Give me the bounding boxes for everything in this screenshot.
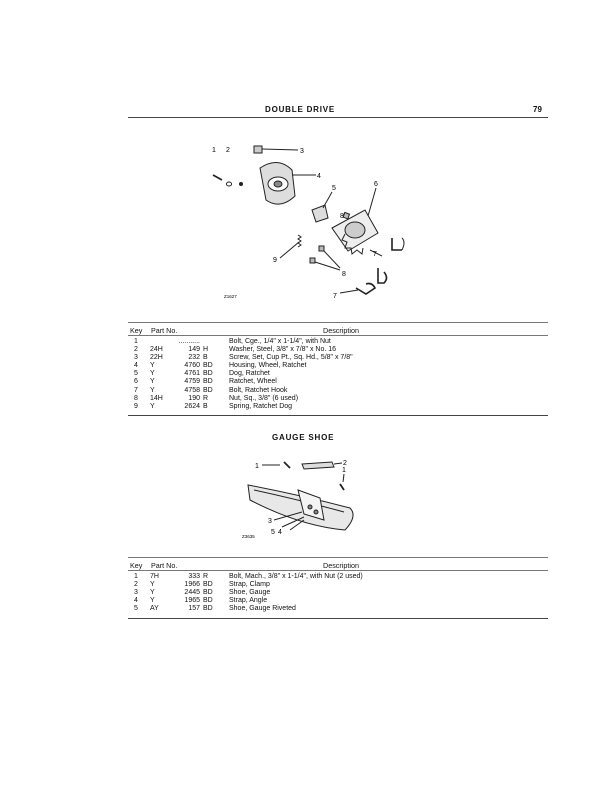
table1-cell-pc: B: [203, 402, 208, 410]
table1-cell-desc: Ratchet, Wheel: [229, 378, 277, 386]
table1-cell-key: 7: [134, 386, 138, 394]
table2-cell-pc: BD: [203, 605, 213, 613]
table2-cell-pa: 7H: [150, 573, 159, 580]
table2-cell-key: 3: [134, 589, 138, 597]
table1-row: [128, 354, 353, 362]
table1-cell-key: 6: [134, 378, 138, 386]
table2-cell-pc: R: [203, 573, 209, 580]
table1-cell-key: 5: [134, 370, 138, 378]
table1-cell-pc: H: [203, 346, 209, 354]
table2-row: [128, 573, 363, 581]
table1-bottom-rule: [128, 415, 548, 416]
table1-cell-pa: [150, 338, 174, 346]
table2-cell-pa: AY: [150, 605, 159, 613]
table1-cell-pa: Y: [150, 370, 155, 378]
table1-cell-pc: BD: [203, 378, 213, 386]
gs-callout-4: 4: [278, 529, 282, 536]
table2-cell-desc: Strap, Clamp: [229, 581, 270, 589]
page-section-title: DOUBLE DRIVE: [265, 105, 336, 114]
table2-col-part: Part No.: [151, 561, 178, 570]
table2-cell-pa: Y: [150, 589, 155, 597]
table1-cell-pc: BD: [203, 362, 213, 370]
table1-cell-pa: 24H: [150, 346, 163, 354]
callout-8b: 8: [342, 271, 346, 278]
gauge-shoe-figure: [240, 450, 370, 545]
table2-cell-pb: 2445: [184, 589, 200, 597]
table1-row: [128, 370, 353, 378]
table1-col-part: Part No.: [151, 326, 178, 335]
table2-row: [128, 589, 363, 597]
table2-top-rule: [128, 557, 548, 558]
table2-row: [128, 581, 363, 589]
table1-cell-pb: 4760: [184, 362, 200, 370]
table1-col-desc: Description: [323, 326, 359, 335]
table1-cell-pb: 190: [188, 394, 200, 402]
table1-cell-pb: 2624: [184, 402, 200, 410]
table2-cell-key: 4: [134, 597, 138, 605]
table1-cell-desc: Nut, Sq., 3/8" (6 used): [229, 394, 299, 402]
table2-cell-pc: BD: [203, 597, 213, 605]
table2-cell-pb: 1965: [184, 597, 200, 605]
table1-cell-pa: 14H: [150, 394, 163, 402]
callout-3: 3: [300, 148, 304, 155]
table1-cell-key: 8: [134, 394, 138, 402]
figure2-id: Z3635: [242, 534, 255, 539]
table1-col-key: Key: [130, 326, 143, 335]
table2-header-rule: [128, 570, 548, 571]
table1-cell-pb: 4758: [184, 386, 200, 394]
table1-cell-pc: R: [203, 394, 209, 402]
table1-cell-pc: BD: [203, 386, 213, 394]
table1-cell-desc: Dog, Ratchet: [229, 370, 270, 378]
table2-cell-pc: BD: [203, 581, 213, 589]
table1-header-rule: [128, 335, 548, 336]
table2-cell-desc: Strap, Angle: [229, 597, 268, 605]
table1-cell-desc: Screw, Set, Cup Pt., Sq. Hd., 5/8" x 7/8": [229, 354, 353, 362]
table1-row: [128, 395, 353, 403]
table1-row: [128, 387, 353, 395]
callout-1: 1: [212, 147, 216, 154]
gs-callout-5: 5: [271, 529, 275, 536]
table1-row: [128, 378, 353, 386]
callout-2: 2: [226, 147, 230, 154]
figure1-id: Z1627: [224, 294, 237, 299]
callout-7b: 7: [333, 293, 337, 300]
table1-cell-desc: Housing, Wheel, Ratchet: [229, 362, 307, 370]
table1-cell-pc: B: [203, 354, 208, 362]
table1-cell-key: 9: [134, 402, 138, 410]
table1-cell-key: 4: [134, 362, 138, 370]
callout-4: 4: [317, 173, 321, 180]
gs-callout-1b: 1: [342, 467, 346, 474]
table1-top-rule: [128, 322, 548, 323]
table1-parts-list: [128, 338, 353, 411]
table1-cell-pa: Y: [150, 402, 155, 410]
gs-callout-1a: 1: [255, 463, 259, 470]
table1-cell-key: 3: [134, 354, 138, 362]
double-drive-exploded-figure: [180, 138, 420, 308]
table2-cell-pb: 333: [188, 573, 200, 580]
table1-row: [128, 362, 353, 370]
table1-cell-pa: 22H: [150, 354, 163, 362]
table2-cell-key: 5: [134, 605, 138, 613]
table2-col-key: Key: [130, 561, 143, 570]
callout-9: 9: [273, 257, 277, 264]
table1-cell-pc: BD: [203, 370, 213, 378]
table1-cell-pb: 4761: [184, 370, 200, 378]
table1-row: [128, 346, 353, 354]
table2-cell-pa: Y: [150, 581, 155, 589]
table1-cell-pb: 232: [188, 354, 200, 362]
table2-cell-pa: Y: [150, 597, 155, 605]
table1-cell-desc: Bolt, Cge., 1/4" x 1-1/4", with Nut: [229, 338, 331, 345]
table2-cell-pb: 1966: [184, 581, 200, 589]
callout-8a: 8: [340, 213, 344, 220]
table1-row: [128, 403, 353, 411]
gs-callout-3: 3: [268, 518, 272, 525]
table2-cell-key: 1: [134, 573, 138, 580]
table1-cell-pb: 149: [188, 346, 200, 354]
table1-row: [128, 338, 353, 346]
table2-col-desc: Description: [323, 561, 359, 570]
table1-cell-pa: Y: [150, 362, 155, 370]
table2-row: [128, 597, 363, 605]
table2-cell-desc: Bolt, Mach., 3/8" x 1-1/4", with Nut (2 used): [229, 573, 363, 580]
table2-row: [128, 605, 363, 613]
table1-cell-pc: [200, 338, 227, 346]
table2-cell-desc: Shoe, Gauge Riveted: [229, 605, 296, 613]
table2-cell-pc: BD: [203, 589, 213, 597]
callout-7a: 7: [373, 251, 377, 258]
gauge-shoe-title: GAUGE SHOE: [272, 433, 335, 442]
table2-cell-key: 2: [134, 581, 138, 589]
table1-cell-key: 2: [134, 346, 138, 354]
table2-bottom-rule: [128, 618, 548, 619]
table2-cell-pb: 157: [188, 605, 200, 613]
table1-cell-desc: Spring, Ratchet Dog: [229, 402, 293, 410]
callout-5: 5: [332, 185, 336, 192]
gs-callout-2: 2: [343, 460, 347, 467]
table1-cell-pb: ...........: [178, 338, 200, 345]
table1-cell-desc: Washer, Steel, 3/8" x 7/8" x No. 16: [229, 346, 337, 354]
table1-cell-key: 1: [134, 338, 138, 345]
table2-parts-list: [128, 573, 363, 613]
callout-6: 6: [374, 181, 378, 188]
table1-cell-pa: Y: [150, 378, 155, 386]
table1-cell-pa: Y: [150, 386, 155, 394]
table1-cell-pb: 4759: [184, 378, 200, 386]
header-rule: [128, 117, 548, 118]
page-number: 79: [533, 105, 542, 114]
table1-cell-desc: Bolt, Ratchet Hook: [229, 386, 288, 394]
table2-cell-desc: Shoe, Gauge: [229, 589, 271, 597]
